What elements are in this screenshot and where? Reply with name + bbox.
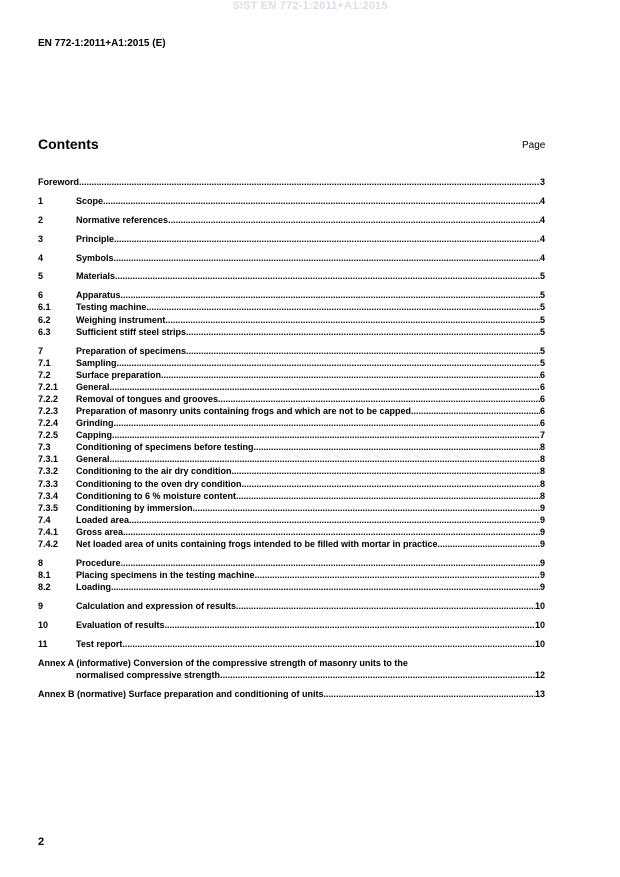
toc-entry-page: 10 [534, 600, 545, 611]
toc-entry-number: 5 [38, 271, 44, 282]
toc-entry-number: 7.3.4 [38, 490, 59, 501]
dot-leader [193, 502, 540, 514]
dot-leader [236, 490, 540, 502]
dot-leader [79, 176, 540, 188]
toc-entry-number: 8.2 [38, 582, 51, 593]
toc-entry[interactable] [38, 514, 545, 526]
toc-entry-page: 4 [539, 195, 545, 206]
toc-entry-title: General [76, 381, 110, 392]
toc-entry-number: 11 [38, 638, 48, 649]
toc-entry[interactable] [38, 619, 545, 631]
toc-entry-page: 8 [539, 478, 545, 489]
toc-entry[interactable] [38, 214, 545, 226]
dot-leader [112, 429, 540, 441]
toc-entry-page: 6 [539, 405, 545, 416]
toc-entry-title: Preparation of specimens [76, 345, 187, 356]
toc-entry-annex-b[interactable] [38, 688, 545, 700]
toc-entry[interactable] [38, 581, 545, 593]
toc-entry-number: 10 [38, 619, 49, 630]
toc-entry-number: 7.3.1 [38, 454, 59, 465]
dot-leader [218, 393, 540, 405]
toc-entry-page: 4 [539, 214, 545, 225]
dot-leader [114, 233, 540, 245]
toc-entry-title: Gross area [76, 526, 124, 537]
dot-leader [186, 345, 540, 357]
toc-entry-page: 9 [539, 526, 545, 537]
toc-entry-page: 3 [539, 177, 545, 187]
toc-entry[interactable] [38, 638, 545, 650]
toc-entry-number: 7.1 [38, 357, 51, 368]
toc-entry-title: Foreword [38, 177, 80, 187]
toc-entry-title: Materials [76, 271, 116, 282]
toc-entry-page: 5 [539, 290, 545, 301]
toc-entry-title: Preparation of masonry units containing frogs and which are not to be capped [76, 405, 412, 416]
toc-entry-number: 7.4.1 [38, 526, 59, 537]
dot-leader [114, 417, 540, 429]
toc-entry-number: 9 [38, 600, 44, 611]
toc-entry-number: 6.1 [38, 302, 51, 313]
toc-entry[interactable] [38, 490, 545, 502]
dot-leader [111, 581, 540, 593]
toc-entry-page: 5 [539, 302, 545, 313]
toc-entry[interactable] [38, 252, 545, 264]
dot-leader [165, 314, 540, 326]
dot-leader [121, 289, 540, 301]
toc-entry-number: 7.2.2 [38, 393, 59, 404]
toc-entry-page: 8 [539, 454, 545, 465]
toc-entry[interactable] [38, 357, 545, 369]
toc-entry-annex-a[interactable] [38, 657, 545, 681]
toc-entry[interactable] [38, 393, 545, 405]
toc-entry-page: 7 [539, 430, 545, 441]
toc-entry-page: 4 [539, 233, 545, 244]
toc-entry[interactable] [38, 478, 545, 490]
toc-entry[interactable] [38, 270, 545, 282]
table-of-contents [38, 176, 545, 700]
dot-leader [255, 569, 540, 581]
toc-entry-title: Sampling [76, 357, 117, 368]
dot-leader [121, 557, 540, 569]
toc-entry[interactable] [38, 314, 545, 326]
toc-entry[interactable] [38, 569, 545, 581]
toc-entry-title: Capping [76, 430, 112, 441]
dot-leader [146, 301, 540, 313]
toc-entry[interactable] [38, 465, 545, 477]
toc-entry-title: Principle [76, 233, 115, 244]
toc-entry-title: Grinding [76, 418, 114, 429]
toc-entry-number: 8 [38, 557, 44, 568]
toc-entry-foreword[interactable] [38, 176, 545, 188]
toc-entry-title: Testing machine [76, 302, 147, 313]
toc-entry-page: 9 [539, 514, 545, 525]
toc-entry-title: Apparatus [76, 290, 121, 301]
toc-entry-page: 8 [539, 466, 545, 477]
toc-entry-title: Calculation and expression of results [76, 600, 237, 611]
toc-entry-page: 9 [539, 570, 545, 580]
toc-entry[interactable] [38, 289, 545, 301]
toc-entry-title: Surface preparation [76, 369, 162, 380]
toc-entry-page: 5 [539, 357, 545, 368]
toc-entry-number: 7.2.3 [38, 405, 59, 416]
dot-leader [220, 669, 535, 681]
toc-entry[interactable] [38, 326, 545, 338]
toc-entry-title: Conditioning to the air dry condition [76, 466, 232, 477]
toc-entry-number: 1 [38, 195, 44, 206]
dot-leader [168, 214, 540, 226]
dot-leader [115, 270, 540, 282]
toc-entry-title: Scope [76, 195, 104, 206]
toc-entry-page: 10 [534, 638, 545, 649]
dot-leader [438, 538, 540, 550]
toc-entry-page: 6 [539, 369, 545, 380]
toc-entry-page: 9 [539, 539, 545, 550]
toc-entry[interactable] [38, 195, 545, 207]
toc-entry-page: 8 [539, 442, 545, 453]
toc-entry[interactable] [38, 600, 545, 612]
toc-entry[interactable] [38, 345, 545, 357]
dot-leader [114, 252, 540, 264]
toc-entry-title: Symbols [76, 252, 114, 263]
toc-entry-title-continued: normalised compressive strength [76, 669, 221, 680]
toc-entry[interactable] [38, 538, 545, 550]
toc-entry-page: 9 [539, 502, 545, 513]
dot-leader [123, 526, 540, 538]
toc-entry-number: 7.2 [38, 369, 51, 380]
toc-entry-title: Procedure [76, 557, 121, 568]
toc-entry-title: Conditioning to the oven dry condition [76, 478, 242, 489]
toc-entry-number: 7.2.4 [38, 418, 59, 429]
toc-entry-page: 10 [534, 619, 545, 630]
toc-entry-title: Conditioning of specimens before testing [76, 442, 254, 453]
toc-entry-number: 3 [38, 233, 44, 244]
watermark: SIST EN 772-1:2011+A1:2015 [232, 0, 388, 12]
toc-entry-title: Placing specimens in the testing machine [76, 570, 255, 580]
toc-entry-page: 5 [539, 314, 545, 325]
toc-entry-title: Conditioning by immersion [76, 502, 193, 513]
toc-entry-page: 5 [539, 345, 545, 356]
dot-leader [110, 453, 540, 465]
toc-entry-number: 7.3.3 [38, 478, 59, 489]
page-column-label: Page [522, 140, 546, 151]
dot-leader [254, 441, 540, 453]
toc-entry[interactable] [38, 441, 545, 453]
toc-entry-title: Sufficient stiff steel strips [76, 326, 187, 337]
page-number: 2 [38, 836, 45, 848]
toc-entry-number: 7.2.5 [38, 430, 59, 441]
toc-entry[interactable] [38, 429, 545, 441]
dot-leader [161, 369, 540, 381]
toc-entry-number: 6.2 [38, 314, 51, 325]
toc-entry-number: 7.3 [38, 442, 51, 453]
toc-entry-title: Net loaded area of units containing frogs intended to be filled with mortar in practice [76, 539, 438, 550]
toc-entry[interactable] [38, 417, 545, 429]
toc-entry-number: 6.3 [38, 326, 51, 337]
toc-entry[interactable] [38, 557, 545, 569]
dot-leader [129, 514, 540, 526]
toc-entry-title: Weighing instrument [76, 314, 166, 325]
toc-entry-page: 8 [539, 490, 545, 501]
toc-entry-number: 2 [38, 214, 44, 225]
toc-entry-number: 7 [38, 345, 44, 356]
toc-entry-number: 7.4 [38, 514, 51, 525]
dot-leader [236, 600, 535, 612]
toc-entry-number: 7.3.2 [38, 466, 59, 477]
toc-entry-page: 9 [539, 557, 545, 568]
dot-leader [110, 381, 540, 393]
toc-entry[interactable] [38, 502, 545, 514]
dot-leader [103, 195, 540, 207]
dot-leader [186, 326, 540, 338]
toc-entry-page: 13 [534, 688, 545, 699]
toc-entry[interactable] [38, 233, 545, 245]
toc-entry-title: Loading [76, 582, 111, 593]
dot-leader [117, 357, 540, 369]
toc-entry-number: 4 [38, 252, 44, 263]
standard-id: EN 772-1:2011+A1:2015 (E) [38, 38, 166, 49]
toc-entry-page: 6 [539, 418, 545, 429]
toc-entry-title: Normative references [76, 214, 169, 225]
toc-entry-number: 8.1 [38, 570, 51, 580]
toc-entry-title: Removal of tongues and grooves [76, 393, 219, 404]
dot-leader [324, 688, 535, 700]
toc-entry-number: 7.2.1 [38, 381, 59, 392]
toc-entry-page: 6 [539, 393, 545, 404]
toc-entry-title: Conditioning to 6 % moisture content [76, 490, 236, 501]
toc-entry[interactable] [38, 369, 545, 381]
toc-entry-title: Evaluation of results [76, 619, 165, 630]
dot-leader [231, 465, 540, 477]
toc-entry[interactable] [38, 381, 545, 393]
dot-leader [411, 405, 540, 417]
toc-entry-title: Test report [76, 638, 123, 649]
toc-entry-number: 7.3.5 [38, 502, 59, 513]
toc-entry-title: Loaded area [76, 514, 130, 525]
dot-leader [122, 638, 535, 650]
toc-entry-number: 6 [38, 290, 44, 301]
toc-entry[interactable] [38, 405, 545, 417]
toc-entry-page: 12 [534, 669, 545, 680]
page-title: Contents [38, 136, 99, 152]
toc-entry[interactable] [38, 526, 545, 538]
toc-entry-page: 4 [539, 252, 545, 263]
toc-entry-number: 7.4.2 [38, 539, 59, 550]
toc-entry-page: 5 [539, 271, 545, 282]
toc-entry-title: Annex A (informative) Conversion of the compressive strength of masonry units to the [38, 657, 408, 668]
toc-entry-page: 6 [539, 381, 545, 392]
toc-entry-page: 9 [539, 582, 545, 593]
toc-entry-title: Annex B (normative) Surface preparation and conditioning of units [38, 688, 324, 699]
dot-leader [165, 619, 535, 631]
dot-leader [241, 478, 540, 490]
toc-entry-page: 5 [539, 326, 545, 337]
toc-entry[interactable] [38, 301, 545, 313]
toc-entry[interactable] [38, 453, 545, 465]
toc-entry-title: General [76, 454, 110, 465]
